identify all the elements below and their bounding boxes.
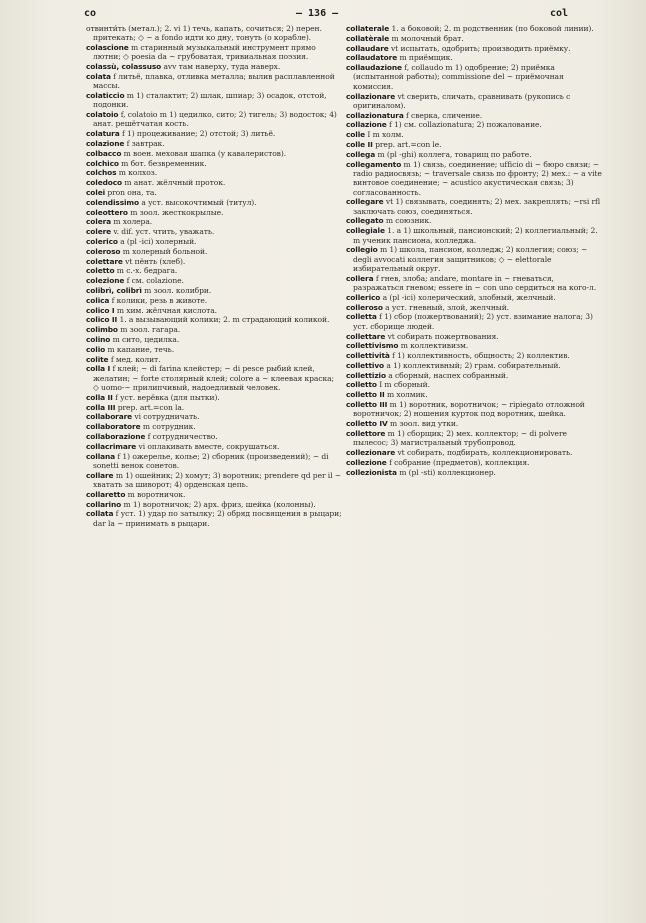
entry-definition: a уст. гневный, злой, желчный.	[385, 302, 509, 312]
entry-definition: m 1) связь, соединение; ufficio di ~ бюро связи; ~ radio радиосвязь; ~ traversale связь по фронту; 2) мех.: ~ a vite винтовое соединение; ~ acustico акустическая связь; 3) согласованность.	[353, 159, 602, 197]
dictionary-entry	[86, 452, 342, 471]
dictionary-entry	[346, 400, 602, 419]
entry-headword: colletto III	[346, 400, 388, 410]
entry-headword: collarino	[86, 499, 122, 509]
entry-headword: colatoio	[86, 110, 119, 120]
entry-definition: m зоол. колибри.	[144, 286, 212, 296]
dictionary-entry	[86, 188, 342, 197]
entry-headword: colla II	[86, 392, 113, 402]
entry-definition: 1. a вызывающий колики; 2. m страдающий коликой.	[119, 315, 330, 325]
entry-headword: collettizio	[346, 370, 386, 380]
dictionary-entry	[346, 303, 602, 312]
dictionary-entry	[346, 63, 602, 91]
dictionary-entry	[86, 168, 342, 177]
entry-headword: colei	[86, 188, 106, 198]
entry-definition: vt собирать пожертвования.	[387, 331, 499, 341]
entry-headword: colchico	[86, 158, 119, 168]
entry-definition: f 1) ожерелье, колье; 2) сборник (произведений); ~ di sonetti венок сонетов.	[93, 451, 329, 470]
dictionary-entry	[86, 325, 342, 334]
dictionary-entry	[346, 150, 602, 159]
dictionary-entry	[86, 364, 342, 392]
entry-definition: f уст. верёвка (для пытки).	[115, 392, 220, 402]
entry-definition: 1. a 1) школьный, пансионский; 2) коллегиальный; 2. m ученик пансиона, колледжа.	[353, 226, 598, 245]
entry-definition: vt сверить, сличать, сравнивать (рукопись с оригиналом).	[353, 91, 571, 110]
dictionary-entry	[86, 62, 342, 71]
entry-definition: f гнев, злоба; andare, montare in ~ гневаться, разражаться гневом; essere in ~ con uno сердиться на кого-л.	[353, 273, 597, 293]
dictionary-entry	[346, 458, 602, 467]
entry-definition: m капание, течь.	[107, 344, 175, 354]
entry-headword: collazione	[346, 120, 387, 130]
entry-headword: coleottero	[86, 207, 128, 217]
entry-headword: colerico	[86, 237, 118, 247]
header-right-guideword: col	[549, 8, 568, 19]
dictionary-entry	[86, 296, 342, 305]
entry-headword: collazionatura	[346, 110, 404, 120]
dictionary-entry	[346, 216, 602, 225]
entry-headword: coletto	[86, 266, 115, 276]
dictionary-entry	[346, 380, 602, 389]
dictionary-entry	[86, 72, 342, 91]
entry-headword: colascione	[86, 43, 129, 53]
dictionary-entry	[86, 471, 342, 490]
entry-definition: f собрание (предметов), коллекция.	[389, 457, 530, 467]
dictionary-entry	[346, 448, 602, 457]
entry-headword: colino	[86, 335, 111, 344]
dictionary-entry	[346, 197, 602, 216]
dictionary-entry	[86, 91, 342, 110]
entry-definition: m старинный музыкальный инструмент прямо лютни; ◇ poesia da ~ грубоватая, тривиальная поэзия.	[93, 43, 316, 62]
entry-definition: pron она, та.	[107, 188, 157, 198]
entry-definition: m приёмщик.	[399, 53, 453, 63]
entry-definition: f колики, резь в животе.	[111, 295, 208, 305]
entry-headword: colezione	[86, 276, 125, 286]
entry-headword: collata	[86, 509, 114, 519]
dictionary-entry	[86, 217, 342, 226]
entry-definition: f 1) см. collazionatura; 2) пожалование.	[389, 120, 542, 130]
left-column	[86, 24, 342, 528]
entry-headword: colico II	[86, 315, 118, 325]
entry-headword: collegare	[346, 197, 384, 207]
entry-definition: f литьё, плавка, отливка металла; вылив расплавленной массы.	[93, 71, 335, 91]
entry-headword: colbacco	[86, 148, 122, 158]
entry-definition: m c.-x. бедрага.	[116, 266, 178, 276]
entry-definition: m (pl -ghi) коллега, товарищ по работе.	[377, 149, 532, 159]
dictionary-entry	[346, 293, 602, 302]
entry-definition: m сито, цедилка.	[112, 335, 180, 344]
entry-definition: v. dif. уст. чтить, уважать.	[113, 227, 215, 237]
dictionary-entry	[86, 24, 342, 43]
entry-headword: collazionare	[346, 91, 396, 101]
entry-headword: colettare	[86, 256, 123, 266]
entry-headword: colle II	[346, 140, 373, 150]
dictionary-entry	[346, 44, 602, 53]
entry-headword: collacrimare	[86, 441, 137, 451]
dictionary-entry	[346, 312, 602, 331]
entry-headword: colla I	[86, 364, 111, 374]
entry-headword: colaticcio	[86, 91, 125, 101]
entry-definition: vi оплакивать вместе, сокрушаться.	[138, 441, 280, 451]
dictionary-entry	[346, 390, 602, 399]
dictionary-entry	[346, 429, 602, 448]
entry-headword: colibrì, colibrì	[86, 286, 142, 296]
entry-headword: collettività	[346, 351, 390, 361]
entry-definition: m коллективизм.	[400, 341, 469, 351]
entry-headword: collera	[346, 273, 374, 283]
dictionary-entry	[346, 92, 602, 111]
dictionary-entry	[86, 412, 342, 421]
entry-headword: colchos	[86, 168, 117, 178]
entry-definition: m 1) воротник, воротничок; ~ ripiegato отложной воротничок; 2) ношения курток под воротник, шейка.	[353, 400, 585, 419]
entry-headword: collaretto	[86, 489, 126, 499]
entry-headword: colica	[86, 295, 110, 305]
dictionary-entry	[86, 257, 342, 266]
entry-headword: collaudare	[346, 43, 389, 53]
entry-headword: colleroso	[346, 302, 383, 312]
entry-headword: colletto IV	[346, 419, 388, 429]
dictionary-entry	[346, 53, 602, 62]
entry-headword: collaudatore	[346, 53, 398, 63]
dictionary-entry	[86, 509, 342, 528]
dictionary-entry	[86, 149, 342, 158]
entry-headword: collaborazione	[86, 431, 146, 441]
dictionary-entry	[86, 422, 342, 431]
dictionary-entry	[346, 130, 602, 139]
entry-headword: collettore	[346, 428, 386, 438]
dictionary-entry	[346, 34, 602, 43]
page-number: — 136 —	[296, 8, 339, 19]
dictionary-entry	[346, 419, 602, 428]
entry-definition: f сверка, сличение.	[406, 110, 483, 120]
dictionary-entry	[346, 245, 602, 273]
entry-definition: prep. art.=con la.	[117, 402, 185, 412]
dictionary-entry	[86, 178, 342, 187]
entry-definition: m воен. меховая шапка (у кавалеристов).	[123, 148, 287, 158]
entry-headword: colere	[86, 227, 112, 237]
entry-definition: f уст. 1) удар по затылку; 2) обряд посвящения в рыцари; dar la ~ принимать в рыцари.	[93, 509, 342, 528]
dictionary-entry	[86, 403, 342, 412]
dictionary-entry	[86, 355, 342, 364]
dictionary-entry	[86, 345, 342, 354]
entry-headword: collare	[86, 470, 114, 480]
entry-definition: m зоол. вид утки.	[389, 419, 459, 429]
dictionary-entry	[86, 139, 342, 148]
dictionary-entry	[346, 341, 602, 350]
entry-definition: m бот. безвременник.	[121, 158, 207, 168]
entry-headword: coleroso	[86, 246, 121, 256]
entry-headword: colata	[86, 71, 111, 81]
entry-definition: отвинти́ть (метал.); 2. vi 1) течь, капать, сочиться; 2) перен. притекать; ◇ ~ a fondo идти ко дну, тонуть (о корабле).	[86, 24, 322, 43]
entry-definition: f мед. колит.	[110, 354, 161, 364]
entry-definition: f, collaudo m 1) одобрение; 2) приёмка (испытанной работы); commissione del ~ приёмочная комиссия.	[353, 63, 564, 91]
entry-definition: m 1) сталактит; 2) шлак, шпиар; 3) осадок, отстой, подонки.	[93, 91, 327, 110]
entry-headword: collaboratore	[86, 422, 141, 432]
entry-headword: collegamento	[346, 159, 402, 169]
entry-headword: coledoco	[86, 178, 123, 188]
dictionary-entry	[346, 274, 602, 293]
entry-headword: collaterale	[346, 24, 390, 33]
entry-headword: collerico	[346, 292, 381, 302]
entry-definition: I m холм.	[367, 130, 404, 140]
dictionary-entry	[346, 361, 602, 370]
entry-definition: m сотрудник.	[142, 422, 196, 432]
entry-headword: colio	[86, 344, 106, 354]
entry-definition: m колхоз.	[118, 168, 158, 178]
dictionary-entry	[86, 306, 342, 315]
entry-headword: colimbo	[86, 325, 118, 335]
entry-definition: a сборный, наспех собранный.	[388, 370, 509, 380]
entry-definition: f клей; ~ di farina клейстер; ~ di pesce рыбий клей, желатин; ~ forte столярный клей; colore a ~ клеевая краска; ◇ uomo-~ прилипчивый, надоедливый человек.	[93, 364, 335, 392]
entry-definition: m 1) воротничок; 2) арх. фриз, шейка (колонны).	[123, 499, 316, 509]
entry-definition: m 1) ошейник; 2) хомут; 3) воротник; prendere qd per il ~ хватать за шиворот; 4) орденская цепь.	[93, 470, 342, 489]
entry-headword: colletto II	[346, 390, 385, 400]
dictionary-entry	[86, 500, 342, 509]
dictionary-entry	[346, 351, 602, 360]
entry-definition: I m сборный.	[379, 380, 430, 390]
page-header	[0, 8, 646, 22]
dictionary-entry	[86, 247, 342, 256]
entry-headword: colle	[346, 130, 366, 140]
entry-definition: f, colatoio m 1) цедилко, сито; 2) тигель; 3) водосток; 4) анат. решётчатая кость.	[93, 110, 337, 129]
dictionary-entry	[86, 393, 342, 402]
entry-definition: m союзник.	[385, 216, 432, 226]
entry-headword: collaborare	[86, 412, 133, 422]
entry-definition: m зоол. гагара.	[120, 325, 181, 335]
dictionary-entry	[86, 286, 342, 295]
dictionary-entry	[86, 490, 342, 499]
entry-definition: m анат. жёлчный проток.	[124, 178, 226, 188]
entry-headword: collegato	[346, 216, 384, 226]
entry-headword: colletto	[346, 380, 377, 390]
dictionary-entry	[346, 160, 602, 197]
entry-definition: m молочный брат.	[391, 33, 464, 43]
dictionary-entry	[86, 276, 342, 285]
dictionary-entry	[86, 110, 342, 129]
dictionary-entry	[86, 129, 342, 138]
dictionary-entry	[346, 24, 602, 33]
entry-definition: m 1) школа, пансион, колледж; 2) коллегия; союз; ~ degli avvocati коллегия защитников; ◇ ~ elettorale избирательный округ.	[353, 245, 588, 273]
entry-headword: colassù, colassuso	[86, 62, 162, 72]
entry-headword: colletta	[346, 312, 377, 322]
entry-definition: prep. art.=con le.	[375, 140, 442, 150]
dictionary-entry	[346, 226, 602, 245]
dictionary-entry	[346, 111, 602, 120]
entry-definition: m 1) сборщик; 2) мех. коллектор; ~ di polvere пылесос; 3) магистральный трубопровод.	[353, 428, 567, 448]
entry-headword: collegio	[346, 245, 378, 255]
header-left-guideword: co	[84, 8, 97, 19]
dictionary-entry	[86, 227, 342, 236]
entry-definition: m зоол. жесткокрылые.	[130, 207, 224, 217]
dictionary-entry	[86, 198, 342, 207]
entry-headword: colatura	[86, 129, 120, 139]
dictionary-entry	[86, 208, 342, 217]
entry-definition: m холерный больной.	[122, 246, 208, 256]
entry-definition: vt испытать, одобрить; производить приёмку.	[391, 43, 571, 53]
dictionary-entry	[86, 315, 342, 324]
entry-headword: colite	[86, 354, 109, 364]
dictionary-entry	[346, 120, 602, 129]
entry-headword: collettare	[346, 331, 386, 341]
entry-headword: colazione	[86, 139, 125, 149]
dictionary-entry	[86, 159, 342, 168]
dictionary-entry	[86, 43, 342, 62]
entry-definition: m хим. жёлчная кислота.	[116, 305, 217, 315]
dictionary-entry	[86, 266, 342, 275]
dictionary-entry	[86, 432, 342, 441]
entry-definition: vt собирать, подбирать, коллекционировать.	[397, 448, 573, 458]
entry-definition: f сотрудничество.	[147, 431, 218, 441]
entry-headword: collezionista	[346, 467, 397, 477]
entry-headword: collega	[346, 149, 376, 159]
entry-headword: colla III	[86, 402, 116, 412]
dictionary-entry	[86, 442, 342, 451]
entry-definition: avv там наверху, туда наверх.	[163, 62, 281, 72]
entry-definition: a (pl -ici) холерический, злобный, желчный.	[382, 292, 556, 302]
entry-headword: collana	[86, 451, 116, 461]
entry-headword: collettivo	[346, 360, 385, 370]
entry-definition: f 1) процеживание; 2) отстой; 3) литьё.	[121, 129, 276, 139]
dictionary-entry	[346, 371, 602, 380]
entry-headword: colera	[86, 217, 112, 227]
dictionary-entry	[86, 335, 342, 344]
entry-definition: m (pl -sti) коллекционер.	[399, 467, 496, 477]
entry-definition: a уст. высокочтимый (титул).	[141, 197, 257, 207]
entry-headword: collatèrale	[346, 33, 390, 43]
entry-definition: vi сотрудничать.	[134, 412, 200, 422]
entry-headword: collezione	[346, 457, 387, 467]
entry-headword: collegiale	[346, 226, 385, 236]
entry-definition: vt пёнть (хлеб).	[125, 256, 186, 266]
dictionary-entry	[346, 140, 602, 149]
dictionary-entry	[86, 237, 342, 246]
entry-definition: vt 1) связывать, соединять; 2) мех. закреплять; ~rsi rfl заключать союз, соединяться.	[353, 197, 601, 216]
entry-definition: f 1) сбор (пожертвований); 2) уст. взимание налога; 3) уст. сборище людей.	[353, 312, 593, 331]
dictionary-entry	[346, 468, 602, 477]
entry-definition: f завтрак.	[126, 139, 165, 149]
entry-definition: 1. a боковой; 2. m родственник (по боковой линии).	[391, 24, 594, 33]
entry-headword: collezionare	[346, 448, 396, 458]
entry-definition: f 1) коллективность, общность; 2) коллектив.	[392, 351, 570, 361]
entry-definition: m холмик.	[386, 390, 428, 400]
entry-definition: m воротничок.	[127, 489, 186, 499]
entry-headword: collettivismo	[346, 341, 399, 351]
entry-headword: collaudazione	[346, 63, 402, 73]
entry-definition: a (pl -ici) холерный.	[120, 237, 197, 247]
dictionary-entry	[346, 332, 602, 341]
entry-headword: colendissimo	[86, 197, 139, 207]
entry-definition: f см. colazione.	[126, 276, 184, 286]
right-column	[346, 24, 602, 477]
entry-definition: a 1) коллективный; 2) грам. собирательный.	[386, 360, 561, 370]
entry-definition: m холера.	[113, 217, 153, 227]
entry-headword: colico I	[86, 305, 115, 315]
